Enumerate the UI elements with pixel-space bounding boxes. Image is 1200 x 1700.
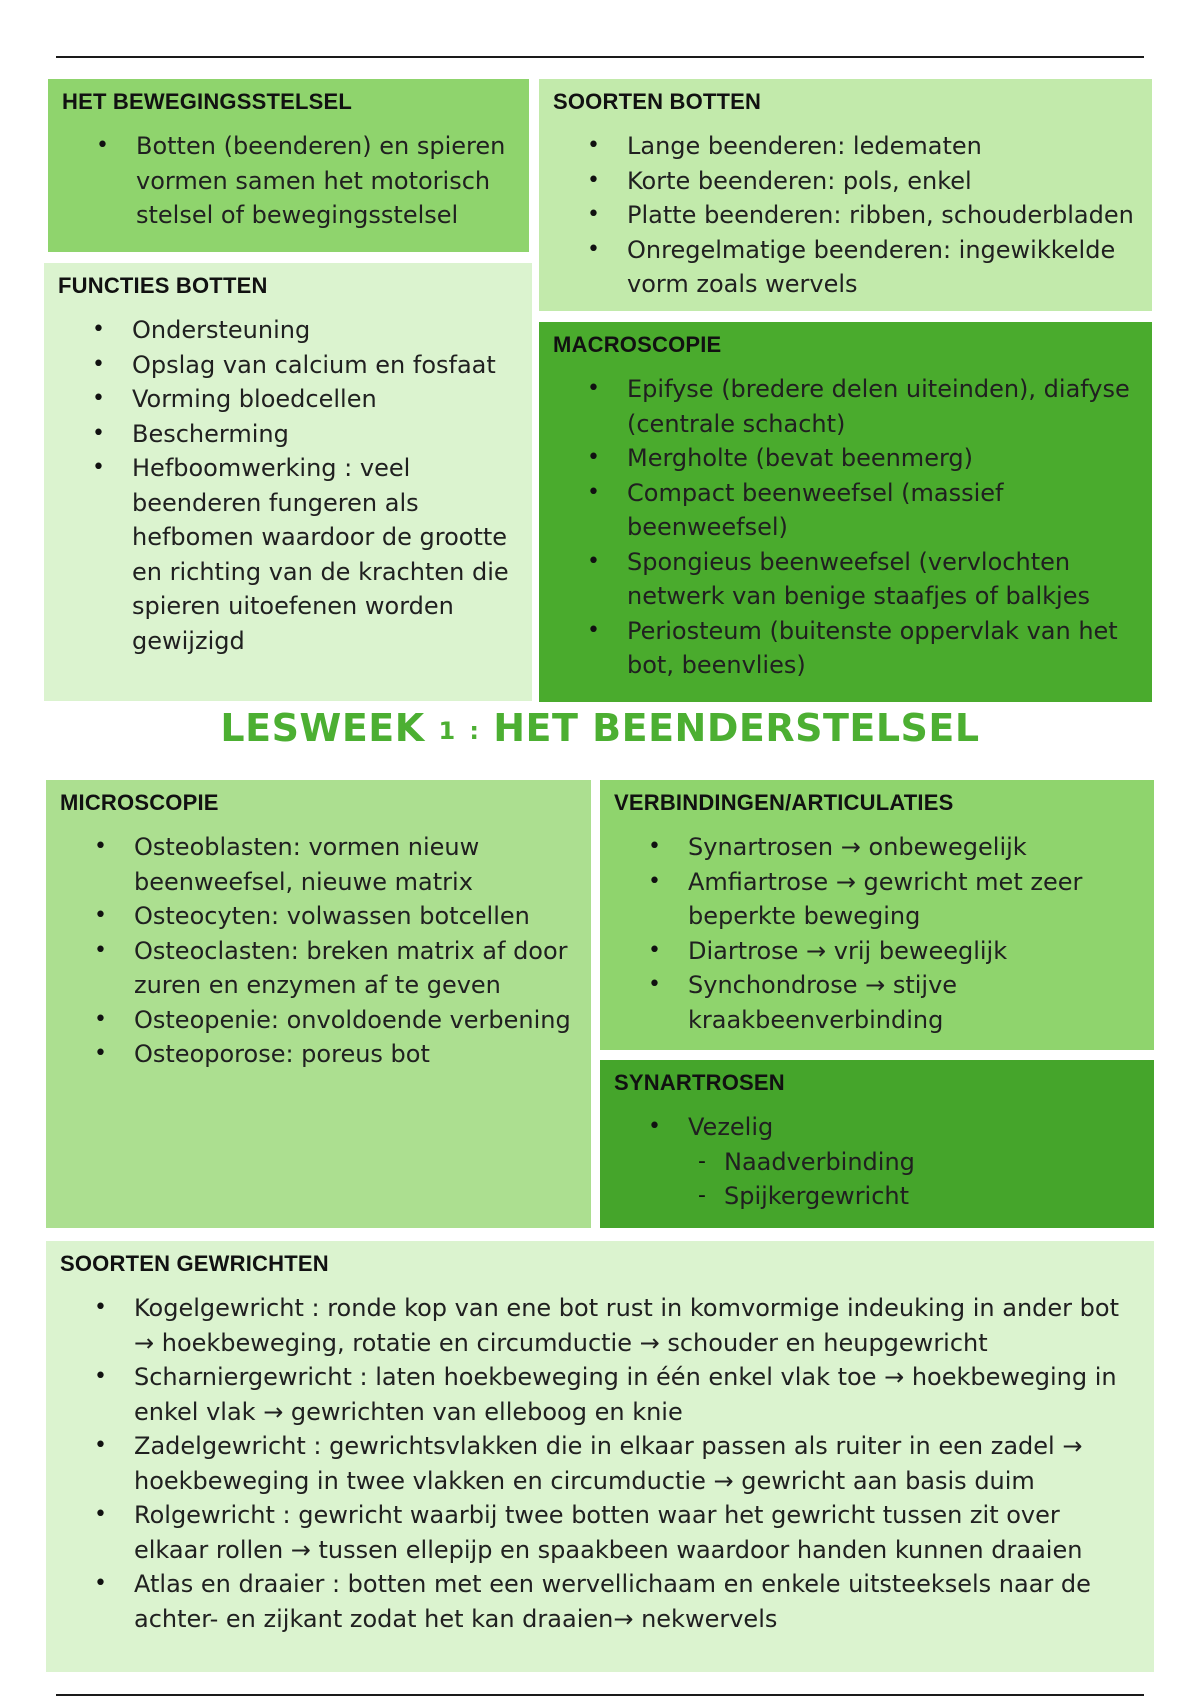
list-item: • Zadelgewricht : gewrichtsvlakken die in elkaar passen als ruiter in een zadel → hoekbeweging in twee vlakken en circumductie → gewricht aan basis duim [60, 1429, 1140, 1498]
bullet-list [60, 830, 577, 1072]
bullet-list [553, 372, 1138, 683]
list-item: • Compact beenweefsel (massief beenweefsel) [553, 476, 1138, 545]
list-item: • Mergholte (bevat beenmerg) [553, 441, 1138, 476]
top-rule [56, 56, 1144, 58]
list-item: • Synartrosen → onbewegelijk [614, 830, 1140, 865]
box-microscopie [46, 780, 591, 1228]
list-item: • Synchondrose → stijve kraakbeenverbinding [614, 968, 1140, 1037]
list-item: • Spongieus beenweefsel (vervlochten netwerk van benige staafjes of balkjes [553, 545, 1138, 614]
list-item: • Lange beenderen: ledematen [553, 129, 1138, 164]
title-separator: : [469, 717, 480, 745]
list-item: • Hefboomwerking : veel beenderen fungeren als hefbomen waardoor de grootte en richting van de krachten die spieren uitoefenen worden gewijzigd [58, 451, 518, 658]
list-item: • Opslag van calcium en fosfaat [58, 348, 518, 383]
list-item: • Periosteum (buitenste oppervlak van het bot, beenvlies) [553, 614, 1138, 683]
list-item: • Vorming bloedcellen [58, 382, 518, 417]
sub-list-item: - Spijkergewricht [614, 1179, 1140, 1214]
title-number: 1 [438, 717, 456, 745]
title-part1: LESWEEK [220, 706, 425, 750]
list-item: • Osteoporose: poreus bot [60, 1037, 577, 1072]
list-item: • Rolgewricht : gewricht waarbij twee botten waar het gewricht tussen zit over elkaar rollen → tussen ellepijp en spaakbeen waardoor handen kunnen draaien [60, 1498, 1140, 1567]
list-item: • Amfiartrose → gewricht met zeer beperkte beweging [614, 865, 1140, 934]
box-title: SOORTEN BOTTEN [553, 89, 762, 114]
box-title: FUNCTIES BOTTEN [58, 273, 268, 298]
list-item: • Scharniergewricht : laten hoekbeweging in één enkel vlak toe → hoekbeweging in enkel vlak → gewrichten van elleboog en knie [60, 1360, 1140, 1429]
list-item: • Osteoblasten: vormen nieuw beenweefsel, nieuwe matrix [60, 830, 577, 899]
bullet-list [62, 129, 515, 233]
box-title: HET BEWEGINGSSTELSEL [62, 89, 353, 114]
list-item: • Osteopenie: onvoldoende verbening [60, 1003, 577, 1038]
bullet-list [553, 129, 1138, 302]
bullet-list [614, 1110, 1140, 1214]
bullet-list [58, 313, 518, 658]
list-item: • Kogelgewricht : ronde kop van ene bot rust in komvormige indeuking in ander bot → hoekbeweging, rotatie en circumductie → schouder en heupgewricht [60, 1291, 1140, 1360]
list-item: • Bescherming [58, 417, 518, 452]
list-item: • Ondersteuning [58, 313, 518, 348]
box-title: MICROSCOPIE [60, 790, 219, 815]
box-macroscopie [539, 322, 1152, 702]
box-title: MACROSCOPIE [553, 332, 722, 357]
list-item: • Atlas en draaier : botten met een wervellichaam en enkele uitsteeksels naar de achter- en zijkant zodat het kan draaien→ nekwervels [60, 1567, 1140, 1636]
bullet-list [614, 830, 1140, 1037]
list-item: • Osteocyten: volwassen botcellen [60, 899, 577, 934]
box-functies-botten [44, 263, 532, 701]
list-item: • Diartrose → vrij beweeglijk [614, 934, 1140, 969]
box-verbindingen [600, 780, 1154, 1050]
bottom-rule [56, 1694, 1144, 1696]
list-item: • Botten (beenderen) en spieren vormen samen het motorisch stelsel of bewegingsstelsel [62, 129, 515, 233]
list-item: • Osteoclasten: breken matrix af door zuren en enzymen af te geven [60, 934, 577, 1003]
sub-list-item: - Naadverbinding [614, 1145, 1140, 1180]
page-title [0, 706, 1200, 750]
list-item: • Onregelmatige beenderen: ingewikkelde vorm zoals wervels [553, 233, 1138, 302]
box-title: SYNARTROSEN [614, 1070, 785, 1095]
list-item: • Korte beenderen: pols, enkel [553, 164, 1138, 199]
bullet-list [60, 1291, 1140, 1636]
box-soorten-botten [539, 79, 1152, 311]
list-item: • Platte beenderen: ribben, schouderbladen [553, 198, 1138, 233]
box-title: SOORTEN GEWRICHTEN [60, 1251, 329, 1276]
list-item: • Vezelig [614, 1110, 1140, 1145]
box-soorten-gewrichten [46, 1241, 1154, 1672]
title-part2: HET BEENDERSTELSEL [493, 706, 980, 750]
box-synartrosen [600, 1060, 1154, 1228]
box-title: VERBINDINGEN/ARTICULATIES [614, 790, 954, 815]
box-bewegingsstelsel [48, 79, 529, 252]
list-item: • Epifyse (bredere delen uiteinden), diafyse (centrale schacht) [553, 372, 1138, 441]
